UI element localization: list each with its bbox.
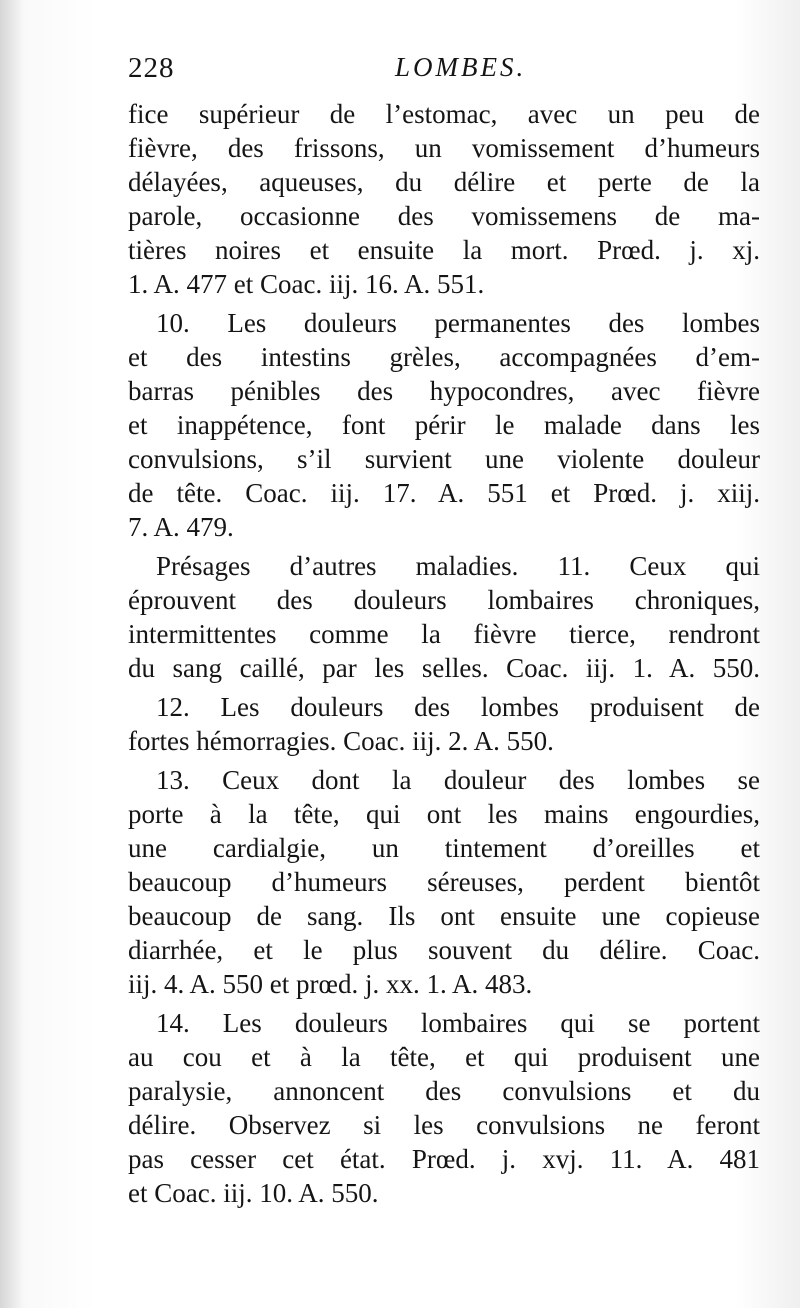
- paragraph-continuation: [128, 97, 760, 301]
- text-line: iij. 4. A. 550 et prœd. j. xx. 1. A. 483.: [128, 969, 533, 999]
- paragraph-14: [128, 1006, 760, 1210]
- text-line: fortes hémorragies. Coac. iij. 2. A. 550.: [128, 726, 554, 756]
- text-line: barras pénibles des hypocondres, avec fièvre: [128, 376, 760, 406]
- text-line: délire. Observez si les convulsions ne feront: [128, 1110, 760, 1140]
- text-line: beaucoup d’humeurs séreuses, perdent bientôt: [128, 867, 760, 897]
- text-line: délayées, aqueuses, du délire et perte de la: [128, 167, 760, 197]
- page-number: 228: [128, 52, 175, 84]
- text-line: 12. Les douleurs des lombes produisent de: [156, 692, 760, 722]
- paragraph-12: [128, 690, 760, 758]
- paragraph-11: [128, 549, 760, 685]
- page-header: [128, 52, 748, 92]
- text-line: 7. A. 479.: [128, 512, 234, 542]
- text-line: au cou et à la tête, et qui produisent une: [128, 1042, 760, 1072]
- text-line: 14. Les douleurs lombaires qui se portent: [156, 1008, 760, 1038]
- text-line: fice supérieur de l’estomac, avec un peu de: [128, 99, 760, 129]
- text-line: éprouvent des douleurs lombaires chroniques,: [128, 585, 760, 615]
- text-line: convulsions, s’il survient une violente douleur: [128, 444, 760, 474]
- text-line: 13. Ceux dont la douleur des lombes se: [156, 765, 760, 795]
- text-line: beaucoup de sang. Ils ont ensuite une copieuse: [128, 901, 760, 931]
- text-line: paralysie, annoncent des convulsions et du: [128, 1076, 760, 1106]
- paragraph-10: [128, 306, 760, 544]
- text-line: de tête. Coac. iij. 17. A. 551 et Prœd. j. xiij.: [128, 478, 760, 508]
- text-line: 10. Les douleurs permanentes des lombes: [156, 308, 760, 338]
- text-line: diarrhée, et le plus souvent du délire. Coac.: [128, 935, 760, 965]
- text-line: pas cesser cet état. Prœd. j. xvj. 11. A. 481: [128, 1144, 760, 1174]
- body-text: [128, 97, 760, 1210]
- text-line: parole, occasionne des vomissemens de ma-: [128, 201, 760, 231]
- text-line: et inappétence, font périr le malade dans les: [128, 410, 760, 440]
- text-line: porte à la tête, qui ont les mains engourdies,: [128, 799, 760, 829]
- text-line: Présages d’autres maladies. 11. Ceux qui: [156, 551, 760, 581]
- text-line: intermittentes comme la fièvre tierce, rendront: [128, 619, 760, 649]
- page-gutter-shadow: [0, 0, 24, 1308]
- text-line: 1. A. 477 et Coac. iij. 16. A. 551.: [128, 269, 485, 299]
- text-line: du sang caillé, par les selles. Coac. iij. 1. A. 550.: [128, 653, 760, 683]
- text-line: une cardialgie, un tintement d’oreilles et: [128, 833, 760, 863]
- text-line: et des intestins grèles, accompagnées d’em-: [128, 342, 760, 372]
- text-line: et Coac. iij. 10. A. 550.: [128, 1178, 379, 1208]
- text-line: tières noires et ensuite la mort. Prœd. j. xj.: [128, 235, 760, 265]
- text-line: fièvre, des frissons, un vomissement d’humeurs: [128, 133, 760, 163]
- paragraph-13: [128, 763, 760, 1001]
- running-head: LOMBES.: [395, 52, 527, 82]
